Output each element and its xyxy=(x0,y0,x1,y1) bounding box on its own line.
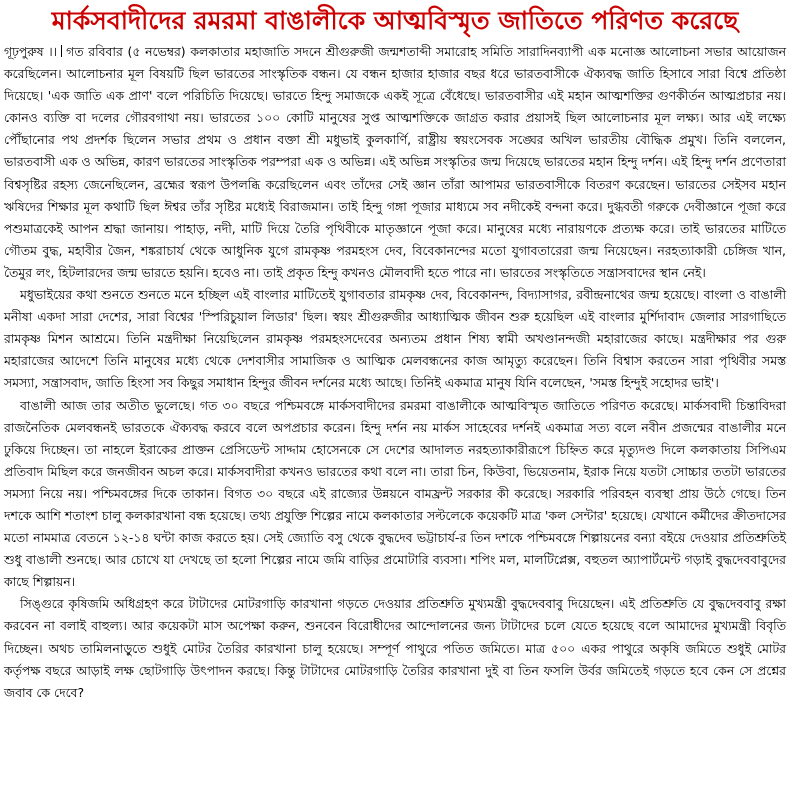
paragraph-1-text: গত রবিবার (৫ নভেম্বর) কলকাতার মহাজাতি সদনে শ্রীগুরুজী জন্মশতাব্দী সমারোহ সমিতি সারাদিনব্যাপী এক মনোজ্ঞ আলোচনা সভার আয়োজন করেছিলেন। আলোচনার মূল বিষয়টি ছিল ভারতের সাংস্কৃতিক বন্ধন। যে বন্ধন হাজার হাজার বছর ধরে ভারতবাসীকে ঐক্যবদ্ধ জাতি হিসাবে সারা বিশ্বে প্রতিষ্ঠা দিয়েছে। 'এক জাতি এক প্রাণ' বলে পরিচিতি দিয়েছে। ভারতে হিন্দু সমাজকে একই সূত্রে বেঁধেছে। ভারতবাসীর এই মহান আত্মশক্তির গুণকীর্তন আত্মপ্রচার নয়। কোনও ব্যক্তি বা দলের গৌরবগাথা নয়। ভারতের ১০০ কোটি মানুষের সুপ্ত আত্মশক্তিকে জাগ্রত করার প্রয়াসই ছিল আলোচনার মূল লক্ষ্য। আর এই লক্ষ্যে পৌঁছানোর পথ প্রদর্শক ছিলেন সভার প্রথম ও প্রধান বক্তা শ্রী মধুভাই কুলকার্ণি, রাষ্ট্রীয় স্বয়ংসেবক সঙ্ঘের অখিল ভারতীয় বৌদ্ধিক প্রমুখ। তিনি বললেন, ভারতবাসী এক ও অভিন্ন, কারণ ভারতের সাংস্কৃতিক পরম্পরা এক ও অভিন্ন। এই অভিন্ন সংস্কৃতির জন্ম দিয়েছে ভারতের মহান হিন্দু দর্শন। এই হিন্দু দর্শন প্রণেতারা বিশ্বসৃষ্টির রহস্য জেনেছিলেন, ব্রহ্মের স্বরূপ উপলব্ধি করেছিলেন এবং তাঁদের সেই জ্ঞান তাঁরা আপামর ভারতবাসীকে বিতরণ করেছেন। ভারতের সেইসব মহান ঋষিদের শিক্ষার মূল কথাটি ছিল ঈশ্বর তাঁর সৃষ্টির মধ্যেই বিরাজমান। তাই হিন্দু গঙ্গা পূজার মাধ্যমে সব নদীকেই বন্দনা করে। দুগ্ধবতী গরুকে দেবীজ্ঞানে পূজা করে পশুমাত্রকেই আপন শ্রদ্ধা জানায়। পাহাড়, নদী, মাটি দিয়ে তৈরি পৃথিবীকে মাতৃজ্ঞানে পূজা করে। মানুষের মধ্যে নারায়ণকে প্রত্যক্ষ করে। তাই ভারতের মাটিতে গৌতম বুদ্ধ, মহাবীর জৈন, শঙ্করাচার্য থেকে আধুনিক যুগে রামকৃষ্ণ পরমহংস দেব, বিবেকানন্দের মতো যুগাবতারেরা জন্ম নিয়েছেন। নরহত্যাকারী চেঙ্গিজ খান, তৈমুর লং, হিটলারদের জন্ম ভারতে হয়নি। হবেও না। তাই প্রকৃত হিন্দু কখনও মৌলবাদী হতে পারে না। ভারতের সংস্কৃতিতে সন্ত্রাসবাদের স্থান নেই। xyxy=(4,44,786,280)
paragraph-3: বাঙালী আজ তার অতীত ভুলেছে। গত ৩০ বছরে পশ্চিমবঙ্গে মার্কসবাদীদের রমরমা বাঙালীকে আত্মবিস্মৃত জাতিতে পরিণত করেছে। মার্কসবাদী চিন্তাবিদরা রাজনৈতিক মেলবন্ধনই ভারতকে ঐক্যবদ্ধ করবে বলে অপপ্রচার করেন। হিন্দু দর্শন নয় মার্কস সাহেবের দর্শনই একমাত্র সত্য বলে নবীন প্রজন্মের বাঙালীর মনে ঢুকিয়ে দিচ্ছেন। তা নাহলে ইরাকের প্রাক্তন প্রেসিডেন্ট সাদ্দাম হোসেনকে সে দেশের আদালত নরহত্যাকারীরূপে চিহ্নিত করে মৃত্যুদণ্ড দিলে কলকাতায় সিপিএম প্রতিবাদ মিছিল করে জনজীবন অচল করে। মার্কসবাদীরা কখনও ভারতের কথা বলে না। তারা চিন, কিউবা, ভিয়েতনাম, ইরাক নিয়ে যতটা সোচ্চার ততটা ভারতের সমস্যা নিয়ে নয়। পশ্চিমবঙ্গের দিকে তাকান। বিগত ৩০ বছরে এই রাজ্যের উন্নয়নে বামফ্রন্ট সরকার কী করেছে। সরকারি পরিবহন ব্যবস্থা প্রায় উঠে গেছে। তিন দশকে আশি শতাংশ চালু কলকারখানা বন্ধ হয়েছে। তথ্য প্রযুক্তি শিল্পের নামে কলকাতার সল্টলেকে কয়েকটি মাত্র 'কল সেন্টার' হয়েছে। যেখানে কর্মীদের ক্রীতদাসের মতো নামমাত্র বেতনে ১২-১৪ ঘন্টা কাজ করতে হয়। সেই জ্যোতি বসু থেকে বুদ্ধদেব ভট্টাচার্য-র তিন দশকে পশ্চিমবঙ্গে শিল্পায়নের বন্যা বইয়ে দেওয়ার প্রতিশ্রুতিই শুধু বাঙালী শুনছে। আর চোখে যা দেখছে তা হলো শিল্পের নামে জমি বাড়ির প্রমোটারি ব্যবসা। শপিং মল, মালটিপ্লেক্স, বহুতল অ্যাপার্টমেন্ট গড়াই বুদ্ধদেববাবুদের কাছে শিল্পায়ন। xyxy=(4,397,786,590)
byline-divider xyxy=(61,45,62,57)
paragraph-1 xyxy=(4,41,786,284)
paragraph-2: মধুভাইয়ের কথা শুনতে শুনতে মনে হচ্ছিল এই বাংলার মাটিতেই যুগাবতার রামকৃষ্ণ দেব, বিবেকানন্দ, বিদ্যাসাগর, রবীন্দ্রনাথের জন্ম হয়েছে। বাংলা ও বাঙালী মনীষা একদা সারা দেশের, সারা বিশ্বের 'স্পিরিচুয়াল লিডার' ছিল। স্বয়ং শ্রীগুরুজীর আধ্যাত্মিক জীবন শুরু হয়েছিল এই বাংলার মুর্শিদাবাদ জেলার সারগাছিতে রামকৃষ্ণ মিশন আশ্রমে। তিনি মন্ত্রদীক্ষা নিয়েছিলেন রামকৃষ্ণ পরমহংসদেবের অন্যতম প্রধান শিষ্য স্বামী অখণ্ডানন্দজী মহারাজের কাছে। মন্ত্রদীক্ষার পর গুরু মহারাজের আদেশে তিনি মানুষের মধ্যে থেকে দেশবাসীর সামাজিক ও আত্মিক মেলবন্ধনের কাজ আমৃত্যু করেছেন। তিনি বিশ্বাস করতেন সারা পৃথিবীর সমস্ত সমস্যা, সন্ত্রাসবাদ, জাতি হিংসা সব কিছুর সমাধান হিন্দুর জীবন দর্শনের মধ্যে আছে। তিনিই একমাত্র মানুষ যিনি বলেছেন, 'সমস্ত হিন্দুই সহোদর ভাই'। xyxy=(4,287,786,391)
article-body xyxy=(4,41,786,704)
headline: মার্কসবাদীদের রমরমা বাঙালীকে আত্মবিস্মৃত জাতিতে পরিণত করেছে xyxy=(51,6,739,35)
paragraph-4: সিঙ্গুরে কৃষিজমি অধিগ্রহণ করে টাটাদের মোটরগাড়ি কারখানা গড়তে দেওয়ার প্রতিশ্রুতি মুখ্যমন্ত্রী বুদ্ধদেববাবু দিয়েছেন। এই প্রতিশ্রুতি যে বুদ্ধদেববাবু রক্ষা করবেন না বলাই বাহুল্য। আর কয়েকটা মাস অপেক্ষা করুন, শুনবেন বিরোধীদের আন্দোলনের জন্য টাটাদের চলে যেতে হয়েছে বলে আমাদের মুখ্যমন্ত্রী বিবৃতি দিচ্ছেন। অথচ তামিলনাড়ুতে শুধুই মোটর তৈরির কারখানা চালু হয়েছে। সম্পূর্ণ পাথুরে পতিত জমিতে। মাত্র ৫০০ একর পাথুরে অকৃষি জমিতে শুধুই মোটর কর্তৃপক্ষ বছরে আড়াই লক্ষ ছোটগাড়ি উৎপাদন করছে। কিন্তু টাটাদের মোটরগাড়ি তৈরির কারখানা দুই বা তিন ফসলি উর্বর জমিতেই গড়তে হবে কেন সে প্রশ্নের জবাব কে দেবে? xyxy=(4,596,786,700)
byline: গূঢ়পুরুষ ।। xyxy=(4,44,58,59)
